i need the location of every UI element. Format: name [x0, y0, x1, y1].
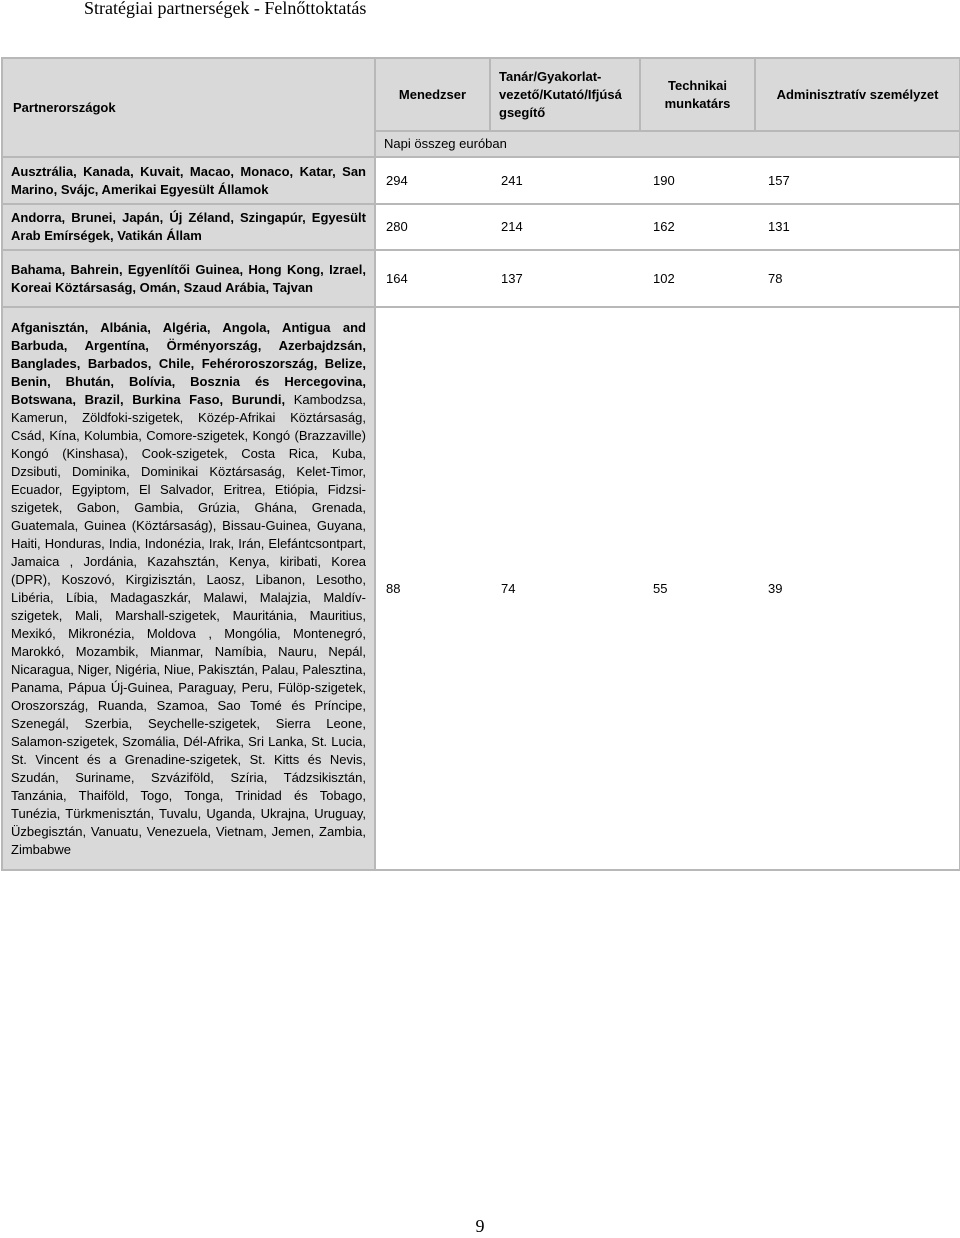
rate-technical: 102	[653, 270, 675, 286]
country-group-3: Bahama, Bahrein, Egyenlítői Guinea, Hong Kong, Izrael, Koreai Köztársaság, Omán, Szaud Arábia, Tajvan	[2, 250, 375, 307]
rate-technical: 55	[653, 580, 668, 596]
header-teacher-line-2: vezető/Kutató/Ifjúsá	[499, 86, 622, 102]
rate-technical: 190	[653, 172, 675, 188]
header-technical-line-2: munkatárs	[664, 95, 731, 111]
rate-admin: 157	[768, 172, 790, 188]
rate-admin: 78	[768, 270, 783, 286]
rate-manager: 164	[386, 270, 408, 286]
country-group-4-bold: Afganisztán, Albánia, Algéria, Angola, Antigua and Barbuda, Argentína, Örményország, Azerbajdzsán, Banglades, Barbados, Chile, Fehéroroszország, Belize, Benin, Bhután, Bolívia, Bosznia és Hercegovina, Botswana, Brazil, Burkina Faso, Burundi,	[11, 319, 366, 407]
rate-teacher: 74	[501, 580, 516, 596]
rate-row-4	[375, 307, 960, 870]
rate-manager: 280	[386, 219, 408, 234]
header-teacher-line-3: gsegítő	[499, 104, 546, 120]
country-group-2: Andorra, Brunei, Japán, Új Zéland, Szingapúr, Egyesült Arab Emírségek, Vatikán Állam	[2, 204, 375, 250]
header-technical-staff	[640, 58, 755, 131]
rate-row-3	[375, 250, 960, 307]
rate-teacher: 137	[501, 270, 523, 286]
rate-teacher: 214	[501, 219, 523, 234]
rate-teacher: 241	[501, 172, 523, 188]
rate-row-1	[375, 157, 960, 204]
daily-amount-label: Napi összeg euróban	[375, 131, 960, 157]
header-manager: Menedzser	[375, 58, 490, 131]
country-group-4-regular: Kambodzsa, Kamerun, Zöldfoki-szigetek, Közép-Afrikai Köztársaság, Csád, Kína, Kolumbia, Comore-szigetek, Kongó (Brazzaville) Kongó (Kinshasa), Cook-szigetek, Costa Rica, Kuba, Dzsibuti, Dominika, Dominikai Köztársaság, Kelet-Timor, Ecuador, Egyiptom, El Salvador, Eritrea, Etiópia, Fidzsi-szigetek, Gabon, Gambia, Grúzia, Ghána, Grenada, Guatemala, Guinea (Köztársaság), Bissau-Guinea, Guyana, Haiti, Honduras, India, Indonézia, Irak, Irán, Elefántcsontpart, Jamaica , Jordánia, Kazahsztán, Kenya, kiribati, Korea (DPR), Koszovó, Kirgizisztán, Laosz, Libanon, Lesotho, Libéria, Líbia, Madagaszkár, Malawi, Malajzia, Maldív-szigetek, Mali, Marshall-szigetek, Mauritánia, Mauritius, Mexikó, Mikronézia, Moldova , Mongólia, Montenegró, Marokkó, Mozambik, Mianmar, Namíbia, Nauru, Nepál, Nicaragua, Niger, Nigéria, Niue, Pakisztán, Palau, Palesztina, Panama, Pápua Új-Guinea, Paraguay, Peru, Fülöp-szigetek, Oroszország, Ruanda, Szamoa, Sao Tomé és Príncipe, Szenegál, Szerbia, Seychelle-szigetek, Sierra Leone, Salamon-szigetek, Szomália, Dél-Afrika, Sri Lanka, St. Lucia, St. Vincent és a Grenadine-szigetek, St. Kitts és Nevis, Szudán, Suriname, Szváziföld, Szíria, Tádzsikisztán, Tanzánia, Thaiföld, Togo, Tonga, Trinidad és Tobago, Tunézia, Türkmenisztán, Tuvalu, Uganda, Ukrajna, Uruguay, Üzbegisztán, Vanuatu, Venezuela, Vietnam, Jemen, Zambia, Zimbabwe	[11, 391, 367, 857]
header-teacher	[490, 58, 640, 131]
rates-table	[1, 57, 960, 871]
rate-admin: 39	[768, 580, 783, 596]
header-teacher-line-1: Tanár/Gyakorlat-	[499, 68, 602, 84]
rate-row-2	[375, 204, 960, 250]
rate-manager: 294	[386, 172, 408, 188]
document-title: Stratégiai partnerségek - Felnőttoktatás	[84, 0, 367, 18]
header-admin-staff: Adminisztratív személyzet	[755, 58, 960, 131]
country-group-4	[2, 307, 375, 870]
rate-technical: 162	[653, 219, 675, 234]
country-group-1: Ausztrália, Kanada, Kuvait, Macao, Monaco, Katar, San Marino, Svájc, Amerikai Egyesült Államok	[2, 157, 375, 204]
header-technical-line-1: Technikai	[667, 77, 727, 93]
header-partner-countries: Partnerországok	[2, 58, 375, 157]
page-number: 9	[475, 1216, 485, 1236]
rate-admin: 131	[768, 219, 790, 234]
rate-manager: 88	[386, 580, 401, 596]
